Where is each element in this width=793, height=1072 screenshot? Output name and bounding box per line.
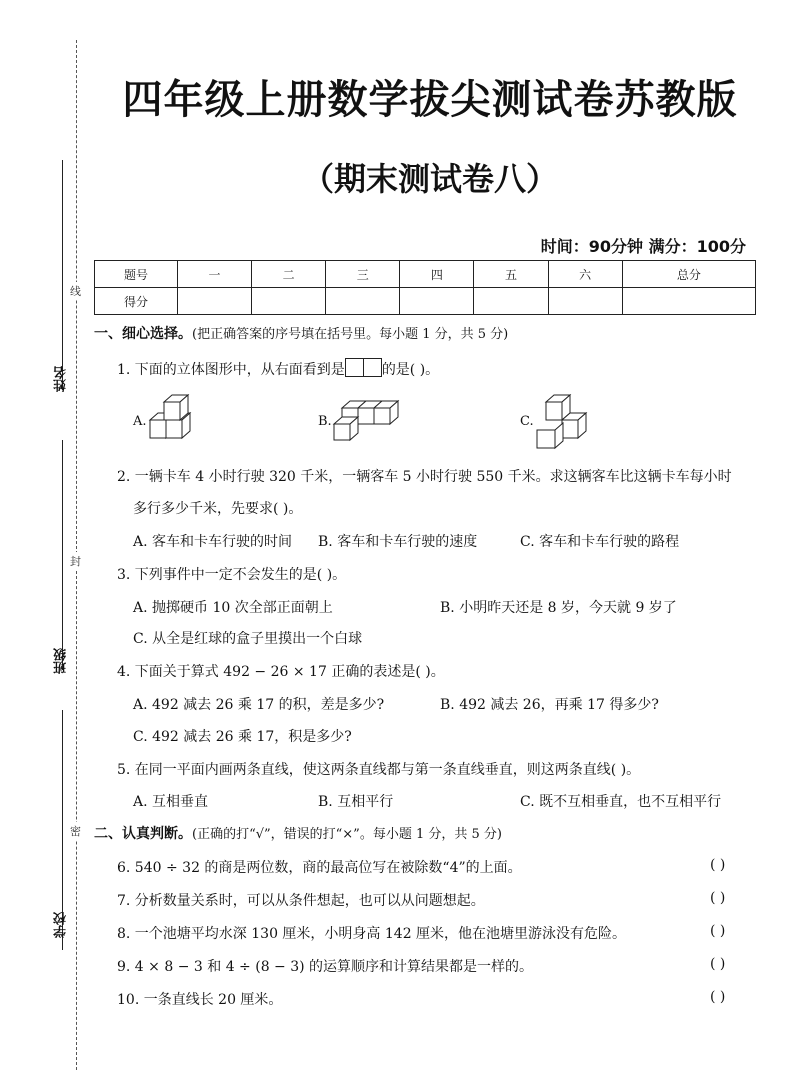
- q2-option-c[interactable]: C. 客车和卡车行驶的路程: [520, 534, 680, 550]
- score-table-score-row: [95, 288, 756, 315]
- q2-option-a[interactable]: A. 客车和卡车行驶的时间: [133, 534, 293, 550]
- cube-figure-c-icon: [534, 392, 594, 452]
- question-3: 3. 下列事件中一定不会发生的是( )。: [117, 567, 347, 583]
- score-input-cell[interactable]: [178, 288, 252, 315]
- score-input-cell[interactable]: [400, 288, 474, 315]
- score-input-cell[interactable]: [622, 288, 755, 315]
- name-fill-line[interactable]: [62, 160, 63, 390]
- score-input-cell[interactable]: [326, 288, 400, 315]
- score-input-cell[interactable]: [252, 288, 326, 315]
- section2-note: (正确的打“√”，错误的打“×”。每小题 1 分，共 5 分): [192, 827, 502, 842]
- view-square-icon: [364, 358, 382, 377]
- cube-figure-b-icon: [330, 398, 402, 442]
- q1-option-b-label[interactable]: B.: [318, 414, 332, 429]
- q1-option-a-label[interactable]: A.: [133, 414, 147, 429]
- section1-title: 一、细心选择。: [94, 326, 192, 342]
- q4-option-b[interactable]: B. 492 减去 26，再乘 17 得多少?: [440, 697, 659, 713]
- q5-option-b[interactable]: B. 互相平行: [318, 794, 394, 810]
- binding-margin: [0, 0, 100, 1072]
- score-table-cell: 四: [400, 261, 474, 288]
- name-field-label: 姓名: [54, 366, 69, 392]
- binding-mark-xian: 线: [70, 282, 81, 300]
- cube-figure-a-icon: [144, 394, 204, 446]
- answer-paren-9[interactable]: ( ): [710, 956, 726, 972]
- q2-option-b[interactable]: B. 客车和卡车行驶的速度: [318, 534, 478, 550]
- time-info: 时间：90分钟 满分：100分: [540, 237, 746, 256]
- score-input-cell[interactable]: [474, 288, 548, 315]
- question-4: 4. 下面关于算式 492 − 26 × 17 正确的表述是( )。: [117, 664, 445, 680]
- question-1-text-before: 1. 下面的立体图形中，从右面看到是: [117, 362, 345, 378]
- page-title: 四年级上册数学拔尖测试卷苏教版: [122, 77, 738, 123]
- section2-heading: [94, 823, 502, 843]
- answer-paren-10[interactable]: ( ): [710, 989, 726, 1005]
- view-square-icon: [345, 358, 364, 377]
- question-2-line2: 多行多少千米，先要求( )。: [133, 501, 303, 517]
- section1-note: (把正确答案的序号填在括号里。每小题 1 分，共 5 分): [192, 327, 509, 342]
- section2-title: 二、认真判断。: [94, 826, 192, 842]
- score-table-cell: 一: [178, 261, 252, 288]
- answer-paren-8[interactable]: ( ): [710, 923, 726, 939]
- score-table-cell: 题号: [95, 261, 178, 288]
- q4-option-c[interactable]: C. 492 减去 26 乘 17，积是多少?: [133, 729, 352, 745]
- class-fill-line[interactable]: [62, 440, 63, 670]
- page-subtitle: （期末测试卷八）: [301, 160, 558, 198]
- school-field-label: 学校: [54, 912, 69, 938]
- score-table-cell: 六: [548, 261, 622, 288]
- q1-option-c-label[interactable]: C.: [520, 414, 534, 429]
- judge-item-6: 6. 540 ÷ 32 的商是两位数，商的最高位写在被除数“4”的上面。: [117, 860, 522, 876]
- class-field-label: 班级: [54, 648, 69, 674]
- answer-paren-7[interactable]: ( ): [710, 890, 726, 906]
- score-table-cell: 三: [326, 261, 400, 288]
- score-row-label: 得分: [95, 288, 178, 315]
- question-2-line1: 2. 一辆卡车 4 小时行驶 320 千米，一辆客车 5 小时行驶 550 千米。求这辆客车比这辆卡车每小时: [117, 469, 732, 485]
- question-1-text-after: 的是( )。: [381, 362, 440, 378]
- score-input-cell[interactable]: [548, 288, 622, 315]
- q3-option-a[interactable]: A. 抛掷硬币 10 次全部正面朝上: [133, 600, 333, 616]
- score-table: [94, 260, 756, 315]
- q3-option-c[interactable]: C. 从全是红球的盒子里摸出一个白球: [133, 631, 363, 647]
- judge-item-9: 9. 4 × 8 − 3 和 4 ÷ (8 − 3) 的运算顺序和计算结果都是一样的。: [117, 959, 534, 975]
- binding-mark-feng: 封: [70, 552, 81, 570]
- score-table-cell: 五: [474, 261, 548, 288]
- binding-mark-mi: 密: [70, 822, 81, 840]
- judge-item-8: 8. 一个池塘平均水深 130 厘米，小明身高 142 厘米，他在池塘里游泳没有危险。: [117, 926, 627, 942]
- score-table-header-row: [95, 261, 756, 288]
- q5-option-c[interactable]: C. 既不互相垂直，也不互相平行: [520, 794, 722, 810]
- q5-option-a[interactable]: A. 互相垂直: [133, 794, 209, 810]
- score-table-cell: 二: [252, 261, 326, 288]
- question-1: [117, 358, 439, 379]
- judge-item-7: 7. 分析数量关系时，可以从条件想起，也可以从问题想起。: [117, 893, 485, 909]
- q4-option-a[interactable]: A. 492 减去 26 乘 17 的积，差是多少?: [133, 697, 385, 713]
- score-table-cell: 总分: [622, 261, 755, 288]
- judge-item-10: 10. 一条直线长 20 厘米。: [117, 992, 283, 1008]
- question-5: 5. 在同一平面内画两条直线，使这两条直线都与第一条直线垂直，则这两条直线( )。: [117, 762, 641, 778]
- answer-paren-6[interactable]: ( ): [710, 857, 726, 873]
- q3-option-b[interactable]: B. 小明昨天还是 8 岁，今天就 9 岁了: [440, 600, 677, 616]
- section1-heading: [94, 323, 508, 343]
